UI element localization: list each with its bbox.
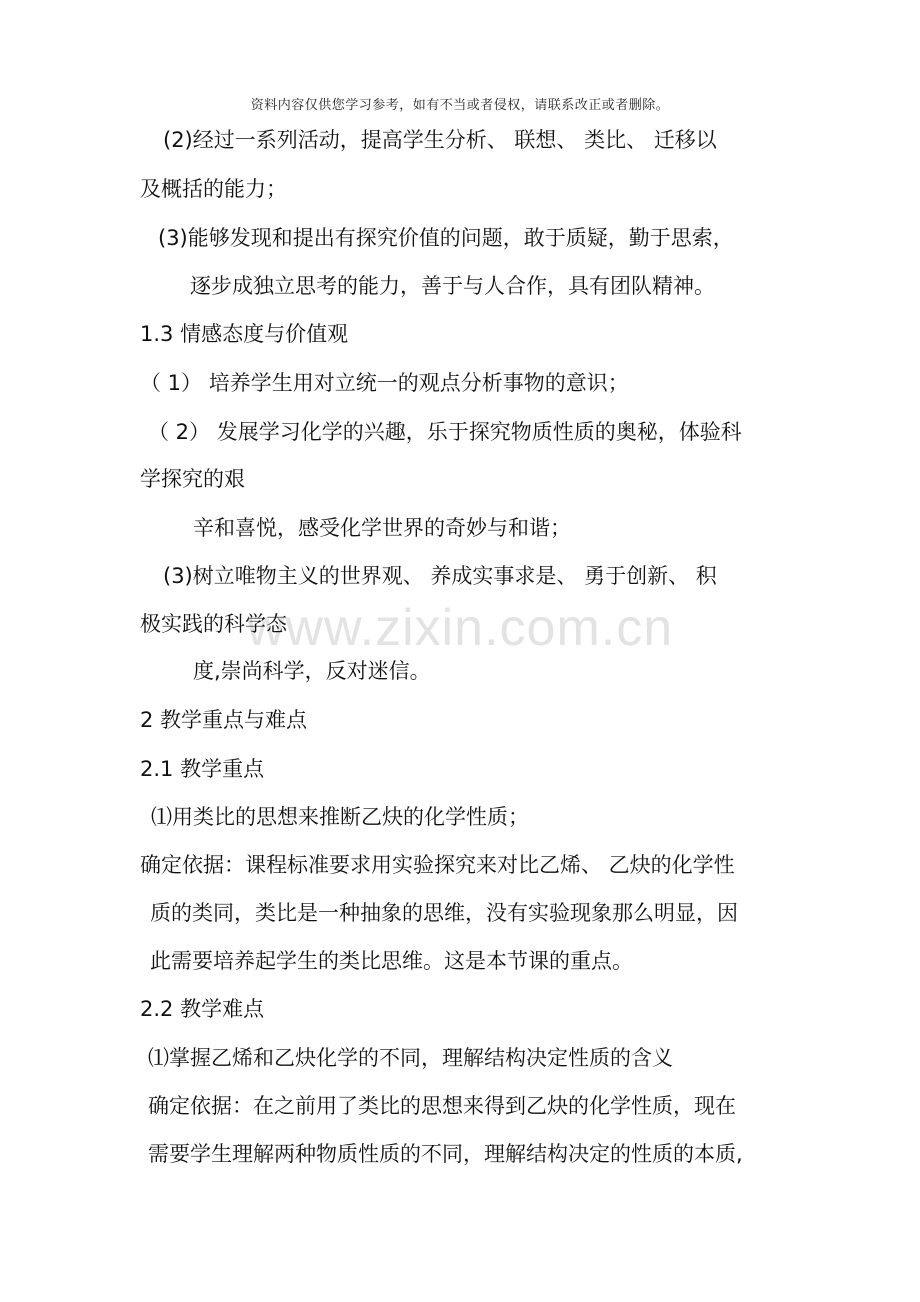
text-line: 此需要培养起学生的类比思维。这是本节课的重点。	[150, 949, 633, 973]
text-line: 确定依据：课程标准要求用实验探究来对比乙烯、 乙炔的化学性	[140, 853, 735, 877]
text-line: (2)经过一系列活动，提高学生分析、 联想、 类比、 迁移以	[163, 128, 717, 152]
text-line: 极实践的科学态	[140, 612, 287, 636]
text-line: 辛和喜悦，感受化学世界的奇妙与和谐；	[193, 516, 571, 540]
text-line: ⑴掌握乙烯和乙炔化学的不同，理解结构决定性质的含义	[148, 1046, 673, 1070]
section-heading: 1.3 情感态度与价值观	[140, 322, 349, 346]
text-line: (3)树立唯物主义的世界观、 养成实事求是、 勇于创新、 积	[163, 564, 717, 588]
section-heading: 2.2 教学难点	[140, 997, 265, 1021]
text-line: 需要学生理解两种物质性质的不同，理解结构决定的性质的本质,	[148, 1142, 743, 1166]
text-line: (3)能够发现和提出有探究价值的问题，敢于质疑，勤于思索，	[158, 226, 734, 250]
section-heading: 2 教学重点与难点	[140, 708, 308, 732]
text-line: 及概括的能力；	[140, 177, 287, 201]
watermark-text: www.zixin.com.cn	[246, 599, 674, 657]
text-line: 学探究的艰	[140, 467, 245, 491]
page-header-disclaimer: 资料内容仅供您学习参考，如有不当或者侵权，请联系改正或者删除。	[250, 98, 670, 113]
text-line: （ 1） 培养学生用对立统一的观点分析事物的意识；	[140, 371, 629, 395]
text-line: 确定依据：在之前用了类比的思想来得到乙炔的化学性质，现在	[148, 1094, 736, 1118]
text-line: （ 2） 发展学习化学的兴趣，乐于探究物质性质的奥秘，体验科	[148, 420, 742, 444]
text-line: ⑴用类比的思想来推断乙炔的化学性质；	[151, 805, 529, 829]
text-line: 度,崇尚科学，反对迷信。	[193, 659, 431, 683]
section-heading: 2.1 教学重点	[140, 757, 265, 781]
text-line: 逐步成独立思考的能力，善于与人合作，具有团队精神。	[190, 274, 715, 298]
text-line: 质的类同，类比是一种抽象的思维，没有实验现象那么明显，因	[150, 901, 738, 925]
